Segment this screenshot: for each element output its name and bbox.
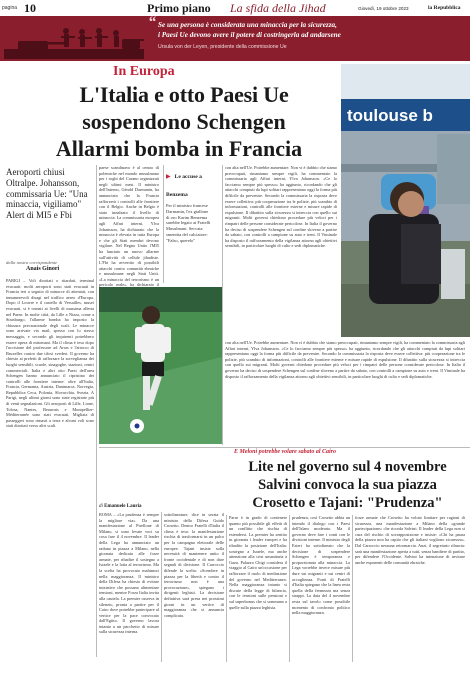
headline-line-2: sospendono Schengen (82, 109, 286, 134)
second-byline (99, 504, 142, 509)
byline-label: dalla nostra corrispondente (6, 260, 58, 265)
second-story-column-3: Parse è in grado di contenere quanto più possibile gli effetti di un conflitto che rischia di estendersi. La premier ha sentito in giornata i leader europei e ha ribadito la posizione dell'Italia: sostegno a Israele, ma anche attenzione alla crisi umanitaria a Gaza. Palazzo Chigi considera il viaggio al Cairo un'occasione per rafforzare il ruolo di mediazione del governo nel Mediterraneo. Nella maggioranza intanto si discute della legge di bilancio, con le tensioni sulle pensioni e sul superbonus che si sommano a quelle sulla piazza leghista. (229, 515, 287, 610)
quote-line-2: i Paesi Ue devono avere il potere di costringerla ad andarsene (158, 30, 341, 39)
top-story-column-1: PARIGI – Voli dirottati o ritardati, terminal evacuati: molti aeroporti sono stati evacuati in Francia ieri a seguito di minacce di attentati, con innumerevoli disagi nel traffico aereo d'Europa. Dopo il Louvre e il castello di Versailles, musei evacuati, si è tornati ai livelli di massima allerta nel Paese. In molte città, da Lille a Nizza, come a Strasburgo, l'allarme bomba ha imposto la chiusura precauzionale degli scali. Le minacce sono arrivate via mail, spesso con lo stesso messaggio, e secondo gli inquirenti potrebbero essere opera di mitomani. Ma il clima è teso dopo l'uccisione del professore ad Arras e l'attacco di Bruxelles contro due tifosi svedesi. Il governo ha chiesto ai prefetti di rafforzare la sorveglianza dei luoghi sensibili, scuole, sinagoghe, stazioni, centri commerciali. Italia e altri otto Paesi dell'area Schengen hanno annunciato il ripristino dei controlli alle frontiere interne: oltre all'Italia, Francia, Germania, Austria, Danimarca, Norvegia, Repubblica Ceca, Polonia, Slovacchia, Svezia. A Parigi, negli ultimi giorni sono state registrate più di venti segnalazioni. Gli aeroporti di Lille, Lione, Tolosa, Nantes, Beauvais e Montpellier-Méditerranée sono stati evacuati. Migliaia di passeggeri sono rimasti a terra e alcuni voli sono stati dirottati verso altri scali. (6, 278, 94, 429)
second-headline-line-2: Salvini convoca la sua piazza (258, 477, 437, 493)
second-story-column-5: forze armate che Crosetto ha voluto limitare per ragioni di sicurezza, una manifestazione a Milano della «grande partecipazione» che ricorda Salvini. Il leader della Lega non si cura del rischio di sovrapposizione e insiste: «Chi ha paura della piazza non ha capito che gli italiani vogliono sicurezza». Dal Carroccio nessuna retromarcia. Anzi, il segretario rilancia: sarà una manifestazione aperta a tutti, senza bandiere di partito, per difendere l'Occidente. Salvini ha intenzione di invitare anche esponenti delle comunità ebraiche. (355, 515, 465, 565)
soldier-silhouette-illustration (4, 19, 144, 59)
second-headline-line-1: Lite nel governo sul 4 novembre (248, 459, 447, 475)
top-story-column-4-continued: con alta nell'Ue. Potrebbe aumentare. Non vi è dubbio che siamo preoccupati, rimaniamo sempre vigili, ha commentato la commissaria agli Affari interni, Ylva Johansson. «Ce lo facciamo sempre più spesso» ha aggiunto, ricordando che gli attacchi compiuti da lupi solitari rappresentano oggi la forma più difficile da prevenire. Secondo la commissaria la risposta deve essere collettiva: più cooperazione tra le polizie, più scambio di informazioni, controlli alle frontiere esterne e misure rapide di espulsione. Il dibattito sulla sicurezza si intreccia con quello sui migranti. Molti governi chiedono procedure più veloci per i rimpatri delle persone considerate pericolose. In Italia il governo ha deciso di sospendere Schengen sul confine sloveno a partire da sabato, con controlli a campione su auto e treni. Il Viminale ha disposto il rafforzamento della vigilanza attorno agli obiettivi sensibili, in particolare luoghi di culto e sedi diplomatiche. (225, 340, 466, 379)
story-kicker: In Europa (113, 64, 175, 79)
second-story-column-1: ROMA – «La prudenza è sempre la migliore via». Da una manifestazione al Pirellone di Milano, si sono levate voci su cosa fare il 4 novembre. Il leader della Lega ha annunciato un raduno in piazza a Milano, nella giornata dedicata alle forze armate, per ribadire il sostegno a Israele e la lotta al terrorismo. Ma la scelta ha provocato malumori nella maggioranza. Il ministro della Difesa ha chiesto di evitare iniziative che possano alimentare tensioni, mentre Forza Italia invita alla cautela. La premier osserva in silenzio, pronta a partire per il Cairo dove potrebbe partecipare al vertice per la pace convocato dall'Egitto. Il governo lavora intanto a un pacchetto di misure sulla sicurezza interna. (99, 512, 159, 635)
quote-line-1: Se una persona è considerata una minaccia per la sicurezza, (158, 21, 337, 29)
top-story-column-4: con alta nell'Ue. Potrebbe aumentare. Non vi è dubbio che siamo preoccupati, rimaniamo sempre vigili, ha commentato la commissaria agli Affari interni, Ylva Johansson. «Ce lo facciamo sempre più spesso» ha aggiunto, ricordando che gli attacchi compiuti da lupi solitari rappresentano oggi la forma più difficile da prevenire. Secondo la commissaria la risposta deve essere collettiva: più cooperazione tra le polizie, più scambio di informazioni, controlli alle frontiere esterne e misure rapide di espulsione. Il dibattito sulla sicurezza si intreccia con quello sui migranti. Molti governi chiedono procedure più veloci per i rimpatri delle persone considerate pericolose. In Italia il governo ha deciso di sospendere Schengen sul confine sloveno a partire da sabato, con controlli a campione su auto e treni. Il Viminale ha disposto il rafforzamento della vigilanza attorno agli obiettivi sensibili, in particolare luoghi di culto e sedi diplomatiche. (225, 165, 337, 249)
quote-banner (0, 14, 470, 61)
second-byline-label: di (99, 504, 103, 509)
newspaper-name: la Repubblica (428, 5, 461, 11)
toulouse-airport-photo (341, 64, 470, 337)
svg-text:toulouse b: toulouse b (347, 106, 433, 125)
story-summary: Aeroporti chiusi Oltralpe. Johansson, commissaria Ue: "Una minaccia, vigiliamo" Alert di MI5 e Fbi (6, 167, 88, 221)
second-story-column-4: prudenza, così Crosetto abbia un intendo il dialogo con i Paesi dell'Islam moderato. Ma il governo deve fare i conti con le divisioni interne. Il ministro degli Esteri ha sottolineato che la decisione di sospendere Schengen è temporanea e proporzionata alla minaccia. La Lega vorrebbe invece misure più dure sui migranti e sui centri di accoglienza. Fonti di Fratelli d'Italia spiegano che la linea resta quella della fermezza ma senza strappi. La data del 4 novembre resta sul tavolo come possibile momento di confronto politico nella maggioranza. (292, 515, 350, 616)
headline-line-1: L'Italia e otto Paesi Ue (79, 82, 289, 107)
top-story-column-2: paese scandinavo è al centro di polemiche nel mondo musulmano per i roghi del Corano organizzati negli ultimi mesi. Il ministro dell'Interno, Gérald Darmanin, ha annunciato che la Francia rafforzerà i controlli alle frontiere con il Belgio. Anche in Belgio è stato innalzato il livello di minaccia. La commissaria europea agli Affari interni, Ylva Johansson, ha dichiarato che la minaccia è elevata in tutta Europa e che gli Stati membri devono vigilare. Nel Regno Unito l'MI5 ha lanciato un nuovo allarme sull'attività di cellule jihadiste. L'Fbi ha avvertito di possibili attacchi contro comunità ebraiche e musulmane negli Stati Uniti. «La minaccia del terrorismo è un pericolo reale», ha dichiarato il (99, 165, 159, 288)
masthead (0, 0, 470, 17)
sidebar-label: Le accuse a Benzema (166, 174, 202, 198)
sidebar-text: Per il ministro francese Darmanin, l'ex giallone di oro Karim Benzema sarebbe legato ai Fratelli Musulmani. Seccata smentita del calciatore: "Falso, querelo" (166, 203, 211, 243)
quote-attribution: Ursula von der Leyen, presidente della commissione Ue (158, 44, 287, 50)
page-label: pagina (2, 5, 18, 11)
topic-label: La sfida della Jihad (230, 1, 326, 15)
second-headline-line-3: Crosetto e Tajani: "Prudenza" (252, 495, 443, 511)
quote-text (148, 14, 464, 40)
sidebar-arrow-icon: ▶ (166, 174, 171, 180)
second-byline-name: Emanuele Lauria (104, 504, 142, 509)
benzema-sidebar (163, 165, 211, 283)
page-number: 10 (24, 1, 36, 15)
quote-mark-icon: “ (148, 14, 156, 31)
date-label: Giovedì, 19 ottobre 2023 (358, 6, 409, 11)
section-label: Primo piano (147, 1, 211, 15)
byline-name: Anais Ginori (26, 266, 60, 272)
headline-line-3: Allarmi bomba in Francia (55, 136, 303, 161)
second-story-column-2: sottolineature, dice in serata il ministro della Difesa Guido Crosetto. Dentro Fratelli d'Italia il clima è teso: la manifestazione rischia di trasformarsi in un palco per la campagna elettorale delle europee. Tajani insiste sulla necessità di mantenere unito il fronte occidentale e di non dare segnali di divisione. Il Carroccio difende la scelta: «Scendere in piazza per la libertà e contro il terrorismo non è una provocazione», spiegano i dirigenti leghisti. La decisione definitiva sarà presa nei prossimi giorni in un vertice di maggioranza che si annuncia complicato. (164, 512, 224, 618)
benzema-photo (99, 287, 222, 444)
second-story-kicker: E Meloni potrebbe volare sabato al Cairo (234, 449, 336, 455)
